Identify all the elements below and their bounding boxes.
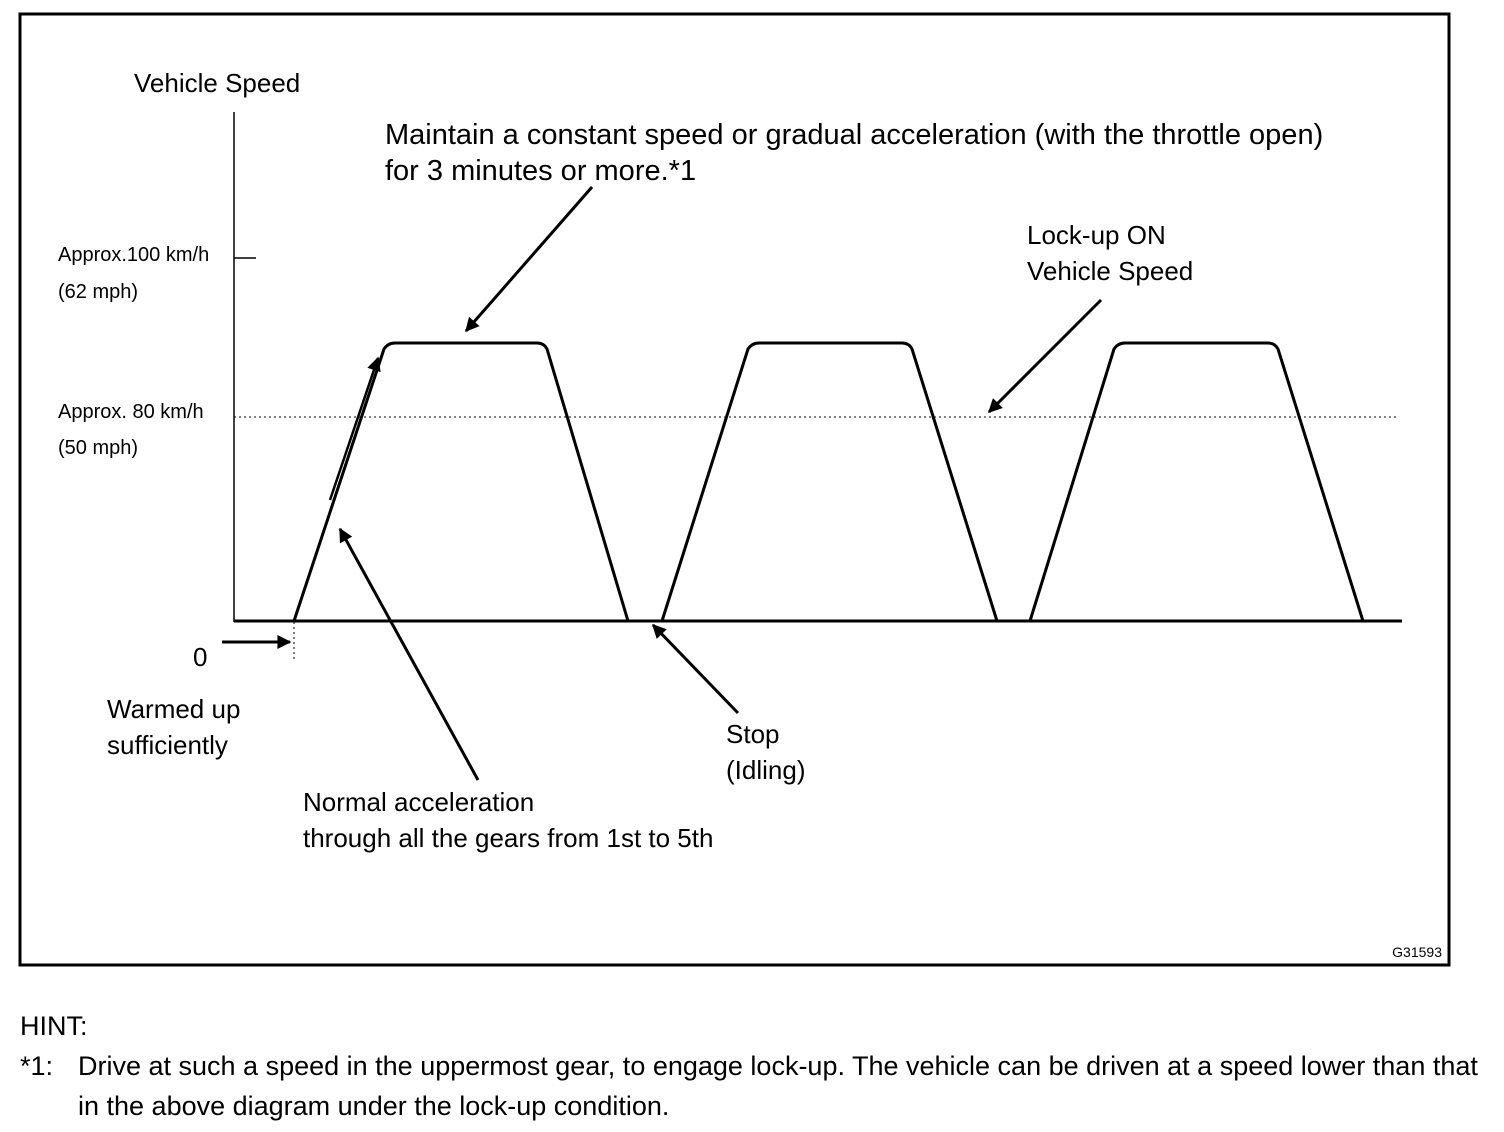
lockup-label-line1: Lock-up ON bbox=[1027, 220, 1166, 250]
normal-accel-arrow bbox=[340, 529, 478, 780]
tick-80-label-line2: (50 mph) bbox=[58, 437, 139, 459]
tick-100-label-line2: (62 mph) bbox=[58, 281, 139, 303]
figure-code: G31593 bbox=[1392, 944, 1442, 960]
stop-label-line1: Stop bbox=[726, 719, 780, 749]
tick-100-label-line1: Approx.100 km/h bbox=[58, 244, 210, 266]
trapezoid-3 bbox=[1030, 343, 1363, 621]
hint-section bbox=[20, 1006, 1490, 1126]
trapezoid-1 bbox=[294, 343, 628, 621]
normal-accel-label-line2: through all the gears from 1st to 5th bbox=[303, 823, 714, 853]
tick-80-label-line1: Approx. 80 km/h bbox=[58, 401, 204, 423]
lockup-label-line2: Vehicle Speed bbox=[1027, 256, 1194, 286]
hint-text: Drive at such a speed in the uppermost gear, to engage lock-up. The vehicle can be driven at a speed lower than that in the above diagram under the lock-up condition. bbox=[78, 1051, 1478, 1121]
speed-profile bbox=[294, 343, 1363, 621]
hint-note bbox=[20, 1046, 1490, 1126]
acceleration-up-arrow bbox=[330, 358, 378, 500]
hint-title: HINT: bbox=[20, 1011, 88, 1041]
stop-label-line2: (Idling) bbox=[726, 755, 806, 785]
y-axis-title: Vehicle Speed bbox=[134, 68, 301, 98]
origin-label: 0 bbox=[193, 642, 208, 672]
warmed-label-line2: sufficiently bbox=[107, 730, 228, 760]
stop-arrow bbox=[653, 625, 738, 713]
warmed-label-line1: Warmed up bbox=[107, 694, 241, 724]
hint-marker: *1: bbox=[20, 1051, 54, 1081]
lockup-arrow bbox=[989, 300, 1101, 412]
maintain-note-line2: for 3 minutes or more.*1 bbox=[385, 155, 697, 187]
trapezoid-2 bbox=[662, 343, 997, 621]
normal-accel-label-line1: Normal acceleration bbox=[303, 787, 535, 817]
maintain-arrow bbox=[466, 187, 592, 331]
maintain-note-line1: Maintain a constant speed or gradual acceleration (with the throttle open) bbox=[385, 119, 1324, 151]
